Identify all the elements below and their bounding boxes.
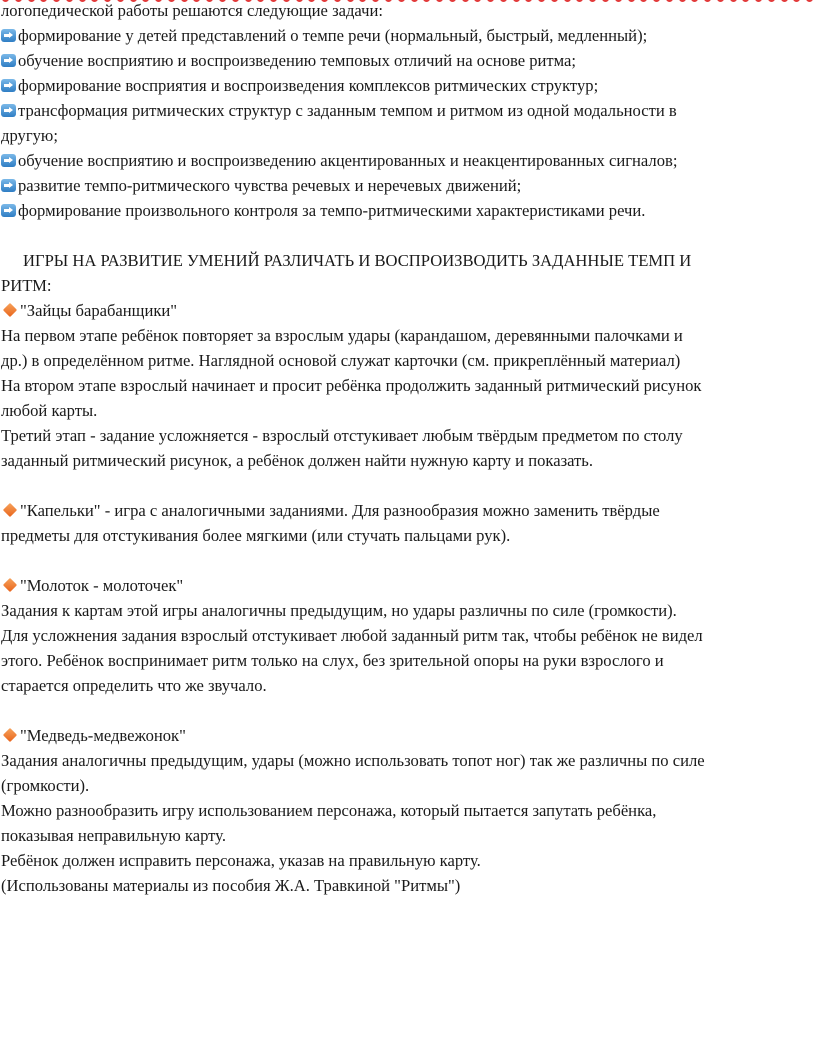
arrow-right-icon: [1, 154, 16, 167]
task-item-continuation: другую;: [1, 126, 58, 145]
game-text: показывая неправильную карту.: [1, 826, 226, 845]
game-title: "Медведь-медвежонок": [1, 723, 807, 748]
orange-diamond-icon: [3, 578, 17, 592]
game-title: "Зайцы барабанщики": [1, 298, 807, 323]
game-text: предметы для отстукивания более мягкими (или стучать пальцами рук).: [1, 526, 511, 545]
game-text: На втором этапе взрослый начинает и просит ребёнка продолжить заданный ритмический рисунок: [1, 376, 702, 395]
spacer: [1, 223, 807, 248]
game-text: др.) в определённом ритме. Наглядной основой служат карточки (см. прикреплённый материал): [1, 351, 681, 370]
game-text: Ребёнок должен исправить персонажа, указав на правильную карту.: [1, 851, 481, 870]
task-item: формирование произвольного контроля за темпо-ритмическими характеристиками речи.: [1, 198, 807, 223]
game-text: старается определить что же звучало.: [1, 676, 267, 695]
game-text: Третий этап - задание усложняется - взрослый отстукивает любым твёрдым предметом по столу: [1, 426, 683, 445]
game-title: "Капельки" - игра с аналогичными заданиями. Для разнообразия можно заменить твёрдые: [1, 498, 807, 523]
task-item: трансформация ритмических структур с заданным темпом и ритмом из одной модальности в: [1, 98, 807, 123]
game-text: любой карты.: [1, 401, 98, 420]
orange-diamond-icon: [3, 728, 17, 742]
task-item: обучение восприятию и воспроизведению темповых отличий на основе ритма;: [1, 48, 807, 73]
game-text: Можно разнообразить игру использованием персонажа, который пытается запутать ребёнка,: [1, 801, 657, 820]
intro-line: логопедической работы решаются следующие задачи:: [1, 1, 383, 20]
arrow-right-icon: [1, 104, 16, 117]
task-item: формирование у детей представлений о темпе речи (нормальный, быстрый, медленный);: [1, 23, 807, 48]
spacer: [1, 473, 807, 498]
spacer: [1, 698, 807, 723]
task-item: развитие темпо-ритмического чувства речевых и неречевых движений;: [1, 173, 807, 198]
task-item: обучение восприятию и воспроизведению акцентированных и неакцентированных сигналов;: [1, 148, 807, 173]
game-text: Задания к картам этой игры аналогичны предыдущим, но удары различны по силе (громкости).: [1, 601, 677, 620]
spacer: [1, 548, 807, 573]
game-title: "Молоток - молоточек": [1, 573, 807, 598]
game-text: заданный ритмический рисунок, а ребёнок должен найти нужную карту и показать.: [1, 451, 594, 470]
arrow-right-icon: [1, 54, 16, 67]
section-heading: ИГРЫ НА РАЗВИТИЕ УМЕНИЙ РАЗЛИЧАТЬ И ВОСПРОИЗВОДИТЬ ЗАДАННЫЕ ТЕМП И: [23, 251, 692, 270]
task-item: формирование восприятия и воспроизведения комплексов ритмических структур;: [1, 73, 807, 98]
border-dot: [806, 0, 813, 2]
game-text: (громкости).: [1, 776, 90, 795]
document-body: [1, 0, 807, 898]
orange-diamond-icon: [3, 303, 17, 317]
orange-diamond-icon: [3, 503, 17, 517]
arrow-right-icon: [1, 204, 16, 217]
game-text: На первом этапе ребёнок повторяет за взрослым удары (карандашом, деревянными палочками и: [1, 326, 683, 345]
section-heading-continuation: РИТМ:: [1, 276, 52, 295]
arrow-right-icon: [1, 29, 16, 42]
arrow-right-icon: [1, 179, 16, 192]
game-text: Задания аналогичны предыдущим, удары (можно использовать топот ног) так же различны по силе: [1, 751, 705, 770]
arrow-right-icon: [1, 79, 16, 92]
source-note: (Использованы материалы из пособия Ж.А. Травкиной "Ритмы"): [1, 876, 461, 895]
game-text: этого. Ребёнок воспринимает ритм только на слух, без зрительной опоры на руки взрослого и: [1, 651, 664, 670]
game-text: Для усложнения задания взрослый отстукивает любой заданный ритм так, чтобы ребёнок не видел: [1, 626, 703, 645]
